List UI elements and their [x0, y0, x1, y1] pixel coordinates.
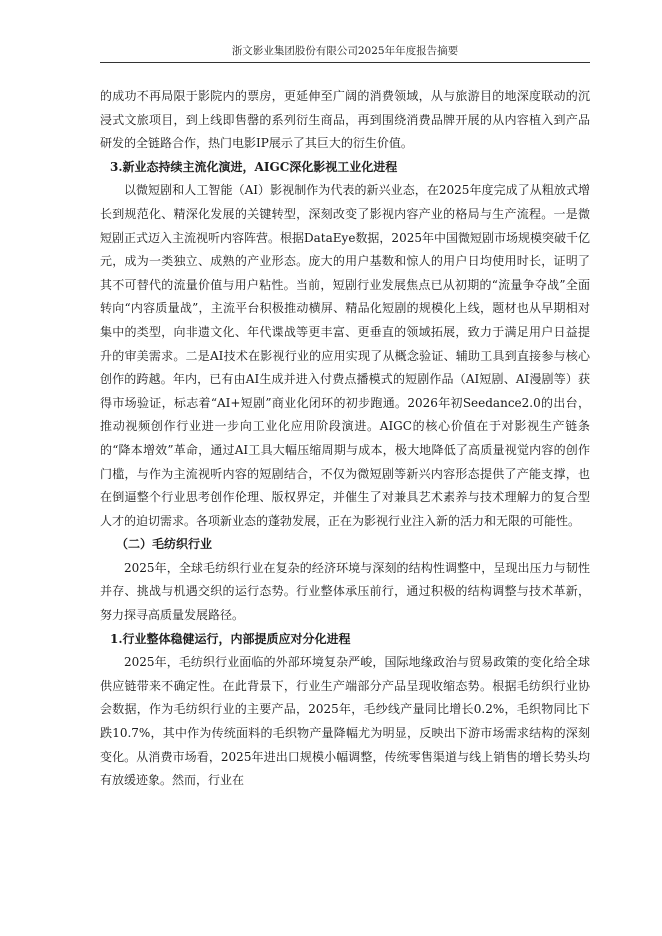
paragraph-aigc: 以微短剧和人工智能（AI）影视制作为代表的新兴业态，在2025年度完成了从粗放式增长到规范化、精深化发展的关键转型，深刻改变了影视内容产业的格局与生产流程。一是微短剧正式迈入主流视听内容阵营。根据DataEye数据，2025年中国微短剧市场规模突破千亿元，成为一类独立、成熟的产业形态。庞大的用户基数和惊人的用户日均使用时长，证明了其不可替代的流量价值与用户粘性。当前，短剧行业发展焦点已从初期的“流量争夺战”全面转向“内容质量战”，主流平台积极推动横屏、精品化短剧的规模化上线，题材也从早期相对集中的类型，向非遗文化、年代谍战等更丰富、更垂直的领域拓展，致力于满足用户日益提升的审美需求。二是AI技术在影视行业的应用实现了从概念验证、辅助工具到直接参与核心创作的跨越。年内，已有由AI生成并进入付费点播模式的短剧作品（AI短剧、AI漫剧等）获得市场验证，标志着“AI+短剧”商业化闭环的初步跑通。2026年初Seedance2.0的出台，推动视频创作行业进一步向工业化应用阶段演进。AIGC的核心价值在于对影视生产链条的“降本增效”革命，通过AI工具大幅压缩周期与成本，极大地降低了高质量视觉内容的创作门槛，与作为主流视听内容的短剧结合，不仅为微短剧等新兴内容形态提供了产能支撑，也在倒逼整个行业思考创作伦理、版权界定，并催生了对兼具艺术素养与技术理解力的复合型人才的迫切需求。各项新业态的蓬勃发展，正在为影视行业注入新的活力和无限的可能性。: [100, 183, 590, 528]
page-header: 浙文影业集团股份有限公司2025年年度报告摘要: [231, 45, 459, 57]
heading-wool-stable: 1.行业整体稳健运行，内部提质应对分化进程: [110, 631, 351, 646]
heading-wool-industry: （二）毛纺织行业: [116, 537, 213, 552]
paragraph-wool-overview: 2025年，全球毛纺织行业在复杂的经济环境与深刻的结构性调整中，呈现出压力与韧性并存、挑战与机遇交织的运行态势。行业整体承压前行，通过积极的结构调整与技术革新，努力探寻高质量发展路径。: [100, 560, 590, 623]
paragraph-wool-stable: 2025年，毛纺织行业面临的外部环境复杂严峻，国际地缘政治与贸易政策的变化给全球供应链带来不确定性。在此背景下，行业生产端部分产品呈现收缩态势。根据毛纺织行业协会数据，作为毛纺织行业的主要产品，2025年，毛纱线产量同比增长0.2%，毛织物同比下跌10.7%，其中作为传统面料的毛织物产量降幅尤为明显，反映出下游市场需求结构的深刻变化。从消费市场看，2025年进出口规模小幅调整，传统零售渠道与线上销售的增长势头均有放缓迹象。然而，行业在: [100, 655, 590, 788]
heading-aigc: 3.新业态持续主流化演进，AIGC深化影视工业化进程: [110, 159, 398, 174]
header-divider: [100, 62, 590, 63]
paragraph-ip-derivatives: 的成功不再局限于影院内的票房，更延伸至广阔的消费领域，从与旅游目的地深度联动的沉浸式文旅项目，到上线即售罄的系列衍生商品，再到围绕消费品牌开展的从内容植入到产品研发的全链路合作，热门电影IP展示了其巨大的衍生价值。: [100, 89, 590, 151]
report-body: [100, 85, 590, 793]
